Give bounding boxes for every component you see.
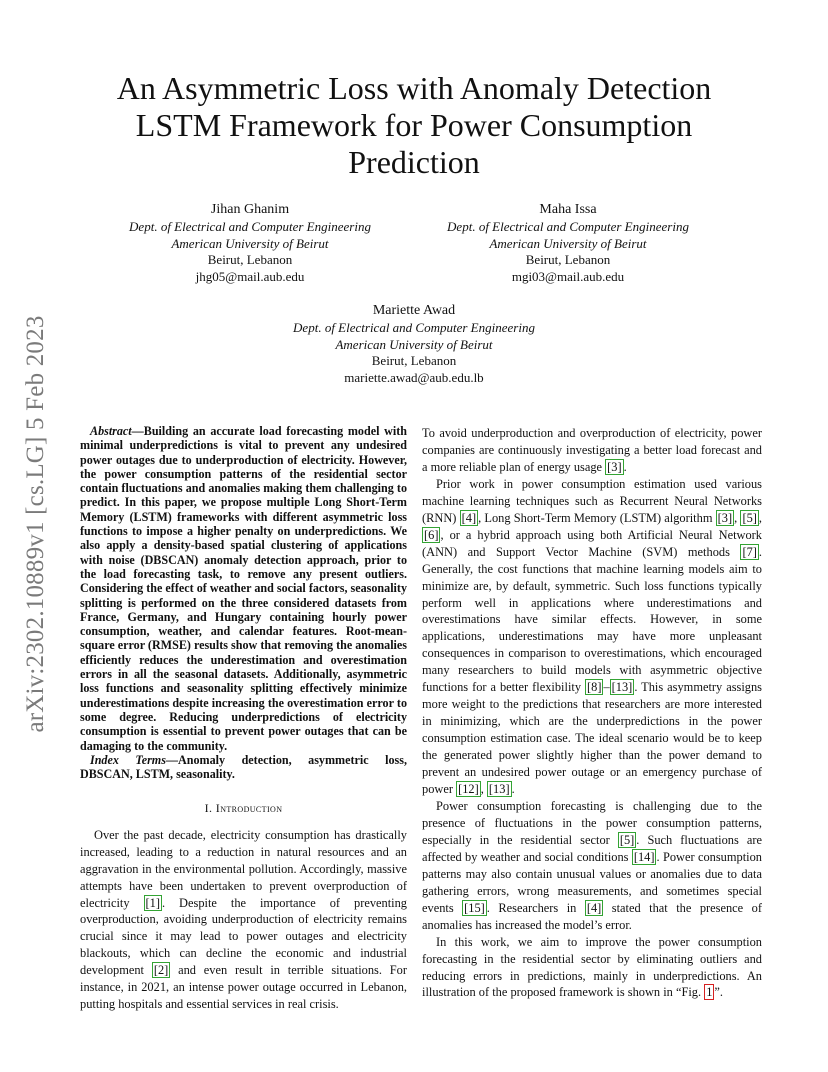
author-city: Beirut, Lebanon [371, 353, 457, 368]
citation-link[interactable]: [13] [611, 680, 633, 695]
abstract-label: Abstract [90, 424, 132, 438]
paper-title: An Asymmetric Loss with Anomaly Detection LSTM Framework for Power Consumption Prediction [116, 70, 712, 180]
author-department: Dept. of Electrical and Computer Engineering [293, 320, 535, 335]
body-paragraph-4: In this work, we aim to improve the power consumption forecasting in the residential sector by eliminating outliers and reducing errors in predictions, mainly in underpredictions. An illustration of the proposed framework is shown in “Fig. 1 ”. [422, 934, 762, 1000]
citation-link[interactable]: [12] [458, 782, 479, 797]
citation-link[interactable]: [8] [587, 680, 602, 695]
arxiv-identifier-text: arXiv:2302.10889v1 [cs.LG] 5 Feb 2023 [22, 315, 49, 733]
author-department: Dept. of Electrical and Computer Engineering [447, 219, 689, 234]
abstract [80, 424, 407, 753]
author-block-3 [274, 301, 554, 386]
author-name: Mariette Awad [372, 303, 456, 318]
citation-link[interactable]: [4] [461, 510, 477, 525]
body-paragraph-1: To avoid underproduction and overproduction of electricity, power companies are continuously investigating a better load forecast and a more reliable plan of energy usage [3] . [422, 426, 762, 474]
author-city: Beirut, Lebanon [207, 252, 293, 267]
section-heading-introduction: I. Introduction [204, 801, 283, 816]
citation-link[interactable]: [6] [424, 527, 439, 542]
citation-link[interactable]: [13] [488, 782, 510, 797]
author-city: Beirut, Lebanon [525, 252, 611, 267]
citation-link[interactable]: [3] [717, 510, 733, 525]
index-terms-text: —Anomaly detection, asymmetric loss, DBSCAN, LSTM, seasonality. [80, 752, 407, 782]
citation-link[interactable]: [4] [586, 900, 602, 915]
author-email[interactable]: mariette.awad@aub.edu.lb [344, 369, 484, 385]
author-name: Maha Issa [539, 202, 597, 217]
author-university: American University of Beirut [171, 235, 329, 251]
citation-link[interactable]: [5] [742, 510, 757, 525]
intro-paragraph-1: Over the past decade, electricity consumption has drastically increased, leading to a reduction in natural resources and an aggravation in the environmental pollution. Accordingly, massive attempts have been undertaken to prevent overproduction of electricity [1] . Despite the importance of preventing overproduction, avoiding underproduction of electricity remains crucial since it may lead to power outages and electricity blackouts, which can decline the economic and industrial development [2] and even result in terrible situations. For instance, in 2021, an intense power outage occurred in Lebanon, putting hospitals and essential services in real crisis. [80, 827, 407, 1012]
abstract-text: —Building an accurate load forecasting model with minimal underpredictions is vital to prevent any undesired power outages due to underproduction of electricity. However, the power consumption patterns of the residential sector contain fluctuations and anomalies making them challenging to predict. In this paper, we propose multiple Long Short-Term Memory (LSTM) frameworks with different asymmetric loss functions to impose a higher penalty on underpredictions. We also apply a density-based spatial clustering of applications with noise (DBSCAN) anomaly detection approach, prior to the load forecasting task, to remove any present outliers. Considering the effect of weather and social factors, seasonality splitting is performed on the three considered datasets from France, Germany, and Hungary containing hourly power consumption, weather, and calendar features. Root-mean-square error (RMSE) results show that removing the anomalies efficiently reduces the underestimation and overestimation errors in all the seasonal datasets. Additionally, asymmetric loss functions and seasonality splitting effectively minimize underestimations despite increasing the overestimation error to some degree. Reducing underpredictions of electricity consumption is essential to prevent power outages that can be damaging to the community. [80, 424, 407, 753]
index-terms-label: Index Terms [90, 752, 166, 767]
index-terms [80, 753, 407, 782]
author-name: Jihan Ghanim [210, 202, 290, 217]
figure-reference-link[interactable]: 1 [706, 985, 713, 1000]
author-block-1 [110, 200, 390, 285]
author-email[interactable]: jhg05@mail.aub.edu [195, 268, 305, 284]
citation-link[interactable]: [14] [633, 849, 655, 864]
body-paragraph-3: Power consumption forecasting is challenging due to the presence of fluctuations in the power consumption patterns, especially in the residential sector [5] . Such fluctuations are affected by weather and social conditions [14] . Power consumption patterns may also contain unusual values or anomalies due to data gathering errors, wrong measurements, and sometimes special events [15] . Researchers in [4] stated that the presence of anomalies has increased the model’s error. [422, 798, 762, 932]
author-department: Dept. of Electrical and Computer Engineering [129, 219, 371, 234]
citation-link[interactable]: [7] [742, 544, 757, 559]
citation-link[interactable]: [15] [464, 900, 485, 915]
arxiv-identifier-stamp [18, 294, 54, 754]
citation-link[interactable]: [5] [619, 832, 635, 847]
author-email[interactable]: mgi03@mail.aub.edu [511, 268, 625, 284]
citation-link[interactable]: [2] [153, 963, 169, 978]
left-column [80, 424, 407, 1013]
author-block-2 [428, 200, 708, 285]
right-column [422, 425, 762, 1001]
author-university: American University of Beirut [489, 235, 647, 251]
citation-link[interactable]: [1] [145, 895, 160, 910]
body-paragraph-2: Prior work in power consumption estimation used various machine learning techniques such as Recurrent Neural Networks (RNN) [4] , Long Short-Term Memory (LSTM) algorithm [3] , [5] , [6] , or a hybrid approach using both Artificial Neural Network (ANN) and Support Vector Machine (SVM) methods [7] . Generally, the cost functions that machine learning models aim to minimize are, by default, symmetric. Such loss functions typically perform well in applications where underestimations and overestimations have similar effects. However, in some applications, underestimations may have more unpleasant consequences in comparison to overestimations, which encouraged many researchers to build models with asymmetric objective functions for a better flexibility [8] – [13] . This asymmetry assigns more weight to the predictions that researchers are more interested in minimizing, which are the underpredictions in the power consumption estimation case. The ideal scenario would be to keep the generated power slightly higher than the power demand to prevent an undesired power outage or an emergency purchase of power [12] , [13] . [422, 476, 762, 797]
author-university: American University of Beirut [335, 336, 493, 352]
citation-link[interactable]: [3] [607, 459, 622, 474]
